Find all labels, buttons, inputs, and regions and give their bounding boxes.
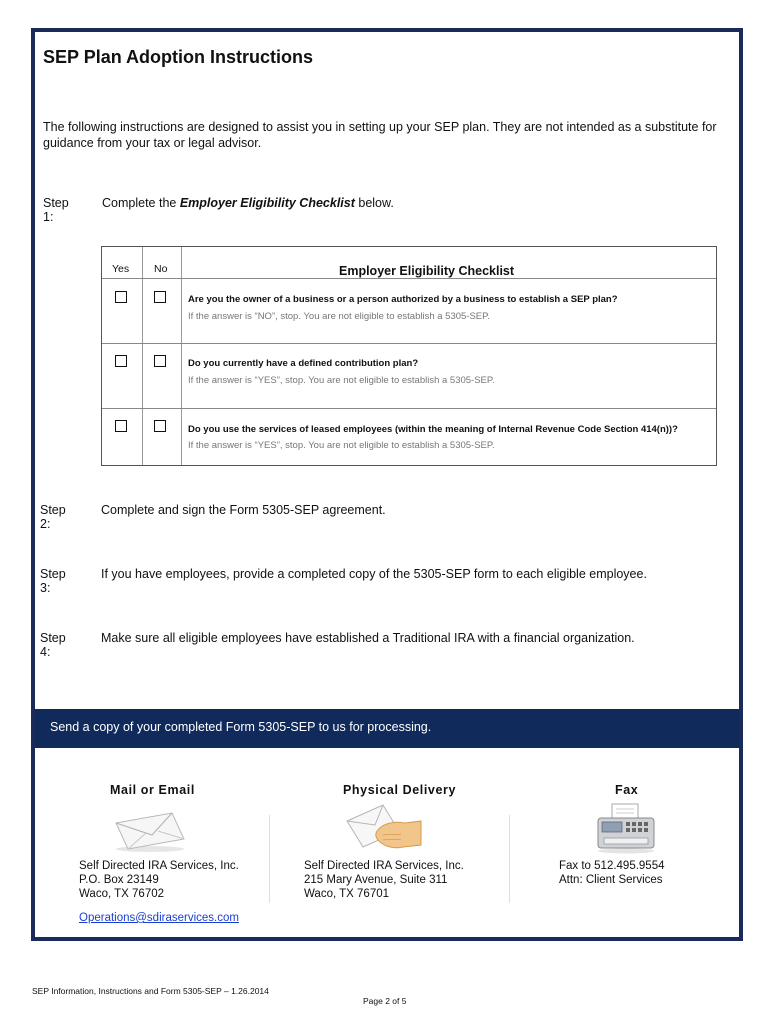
- no-checkbox[interactable]: [154, 420, 166, 432]
- intro-paragraph: The following instructions are designed to assist you in setting up your SEP plan. They are not intended as a substitute for guidance from your tax or legal advisor.: [43, 120, 717, 150]
- checklist-answer-note: If the answer is “YES”, stop. You are not eligible to establish a 5305-SEP.: [188, 375, 495, 386]
- step-2-number: Step 2:: [40, 503, 66, 531]
- checklist-title: Employer Eligibility Checklist: [339, 264, 515, 278]
- envelope-icon: [112, 809, 188, 853]
- step-3-number: Step 3:: [40, 567, 66, 595]
- step-2-text: Complete and sign the Form 5305-SEP agreement.: [101, 503, 386, 517]
- yes-checkbox[interactable]: [115, 355, 127, 367]
- checklist-question: Do you currently have a defined contribution plan?: [188, 358, 419, 369]
- eligibility-checklist: [101, 246, 717, 466]
- yes-checkbox[interactable]: [115, 420, 127, 432]
- mail-heading: Mail or Email: [110, 783, 195, 797]
- step-1-number: Step 1:: [43, 196, 69, 224]
- fax-machine-icon: [594, 802, 658, 854]
- checklist-question: Do you use the services of leased employees (within the meaning of Internal Revenue Code Section 414(n))?: [188, 424, 678, 435]
- checklist-answer-note: If the answer is “YES”, stop. You are not eligible to establish a 5305-SEP.: [188, 440, 495, 451]
- checklist-row: [102, 408, 716, 466]
- checklist-header: [102, 247, 716, 279]
- email-link[interactable]: Operations@sdiraservices.com: [79, 912, 239, 924]
- yes-checkbox[interactable]: [115, 291, 127, 303]
- checklist-row: [102, 343, 716, 409]
- physical-delivery-heading: Physical Delivery: [343, 783, 457, 797]
- checklist-question: Are you the owner of a business or a person authorized by a business to establish a SEP plan?: [188, 294, 618, 305]
- no-checkbox[interactable]: [154, 291, 166, 303]
- fax-heading: Fax: [615, 783, 639, 797]
- column-divider: [269, 815, 270, 903]
- physical-address: Self Directed IRA Services, Inc. 215 Mary Avenue, Suite 311 Waco, TX 76701: [304, 860, 464, 900]
- banner-text: Send a copy of your completed Form 5305-SEP to us for processing.: [50, 720, 432, 734]
- step-4-text: Make sure all eligible employees have established a Traditional IRA with a financial organization.: [101, 631, 635, 645]
- no-column-label: No: [154, 263, 168, 275]
- no-checkbox[interactable]: [154, 355, 166, 367]
- checklist-reference: Employer Eligibility Checklist: [179, 196, 355, 210]
- fax-details: Fax to 512.495.9554 Attn: Client Services: [559, 860, 665, 886]
- yes-column-label: Yes: [112, 263, 130, 275]
- submission-banner: [35, 709, 739, 748]
- column-divider: [509, 815, 510, 903]
- step-1-text: Complete the Employer Eligibility Checklist below.: [102, 196, 394, 210]
- step-3-text: If you have employees, provide a completed copy of the 5305-SEP form to each eligible employee.: [101, 567, 647, 581]
- page-title: SEP Plan Adoption Instructions: [43, 47, 314, 67]
- page-number: Page 2 of 5: [363, 996, 407, 1006]
- step-4-number: Step 4:: [40, 631, 66, 659]
- hand-delivery-icon: [343, 801, 423, 853]
- footer-document-id: SEP Information, Instructions and Form 5305-SEP – 1.26.2014: [32, 986, 269, 996]
- checklist-row: [102, 278, 716, 344]
- mail-address: Self Directed IRA Services, Inc. P.O. Box 23149 Waco, TX 76702: [79, 860, 239, 900]
- checklist-answer-note: If the answer is “NO”, stop. You are not eligible to establish a 5305-SEP.: [188, 311, 490, 322]
